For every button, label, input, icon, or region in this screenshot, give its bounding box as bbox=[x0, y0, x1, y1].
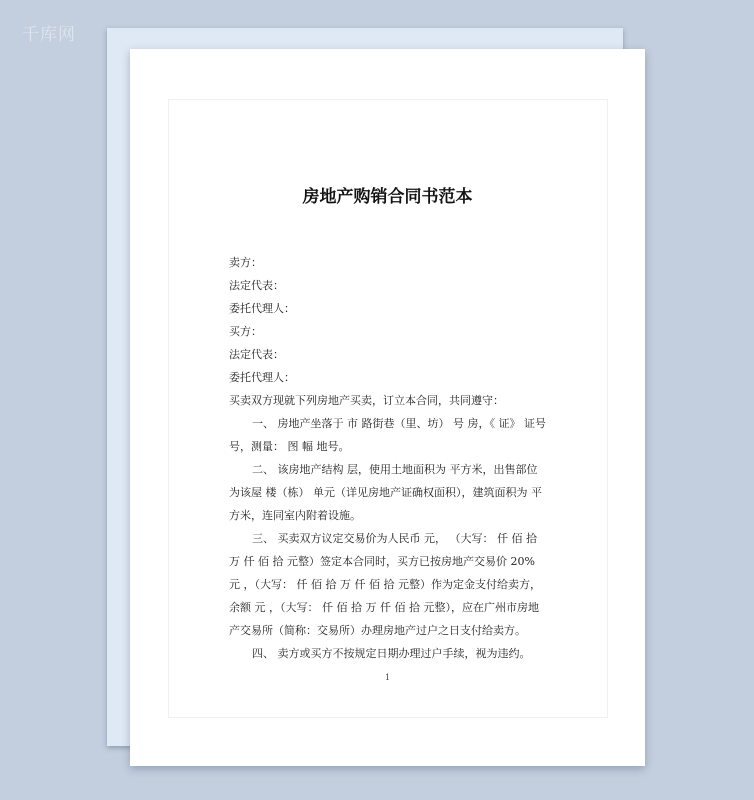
document-body bbox=[229, 251, 547, 665]
clause-1: 一、 房地产坐落于 市 路街巷（里、坊） 号 房，《 证》 证号 号，测量： 图 幅 地号。 bbox=[229, 417, 546, 453]
party-buyer-legal-rep: 法定代表： bbox=[229, 348, 284, 361]
party-seller-legal-rep: 法定代表： bbox=[229, 279, 284, 292]
clause-4: 四、 卖方或买方不按规定日期办理过户手续，视为违约。 bbox=[252, 647, 531, 660]
party-seller-agent: 委托代理人： bbox=[229, 302, 295, 315]
party-buyer-agent: 委托代理人： bbox=[229, 371, 295, 384]
document-title: 房地产购销合同书范本 bbox=[302, 187, 473, 207]
page-number: 1 bbox=[384, 673, 391, 682]
party-seller: 卖方： bbox=[229, 256, 262, 269]
clause-2: 二、 该房地产结构 层，使用土地面积为 平方米，出售部位为该屋 楼（栋） 单元（详见房地产证确权面积），建筑面积为 平方米，连同室内附着设施。 bbox=[229, 463, 542, 522]
clause-3: 三、 买卖双方议定交易价为人民币 元， （大写： 仟 佰 拾 万 仟 佰 拾 元整）签定本合同时，买方已按房地产交易价 20% 元 ，（大写： 仟 佰 拾 万 仟 佰 拾 元整）作为定金支付给卖方，余额 元 ，（大写： 仟 佰 拾 万 仟 佰 拾 元整），应在广州市房地产交易所（简称：交易所）办理房地产过户之日支付给卖方。 bbox=[229, 532, 541, 637]
watermark-logo: 千库网 bbox=[22, 25, 76, 45]
party-buyer: 买方： bbox=[229, 325, 262, 338]
intro-paragraph: 买卖双方现就下列房地产买卖，订立本合同，共同遵守： bbox=[229, 394, 504, 407]
document-page bbox=[130, 49, 645, 766]
